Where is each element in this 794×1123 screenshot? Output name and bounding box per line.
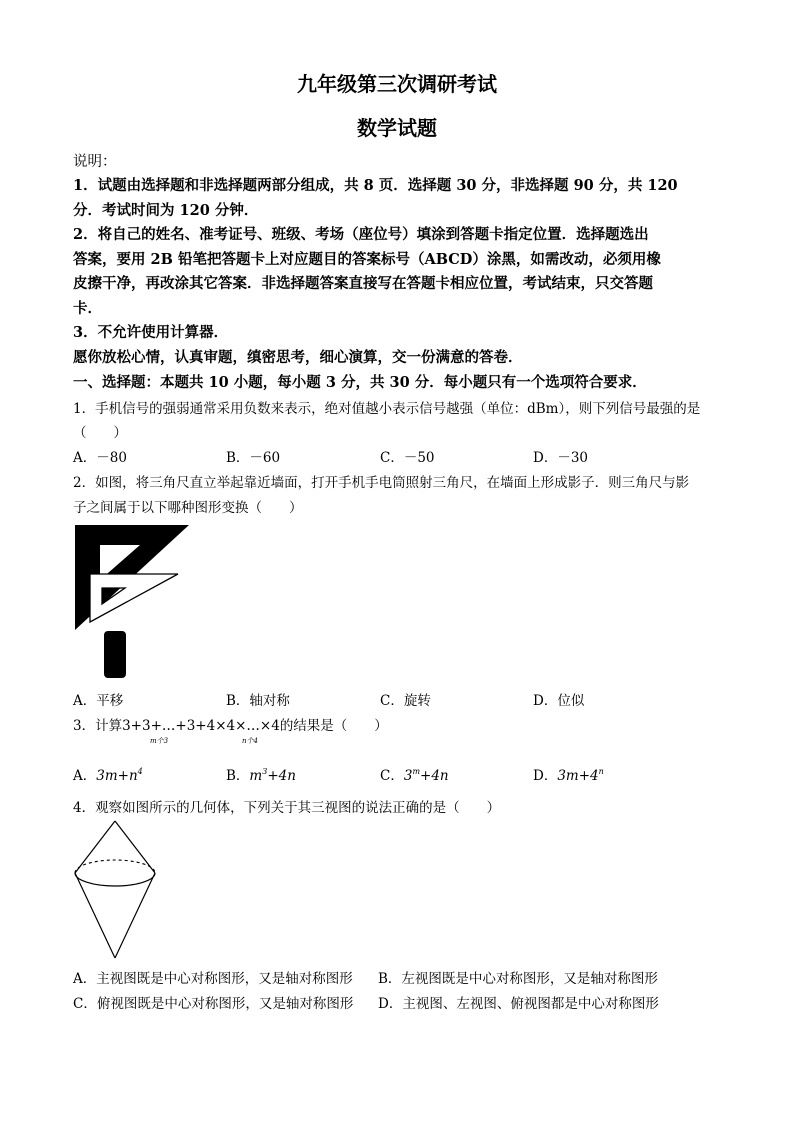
instruction-2-line-4: 卡． [73, 300, 102, 317]
q3-option-d-base: 3m+4 [557, 768, 599, 784]
q3-option-b-exponent: 3 [262, 767, 268, 776]
exam-title: 九年级第三次调研考试 [297, 72, 497, 96]
q3-option-b[interactable] [226, 764, 296, 784]
q3-option-a-label: A． [73, 768, 97, 784]
instruction-1-line-1: 1．试题由选择题和非选择题两部分组成，共 8 页．选择题 30 分，非选择题 90 分，共 120 [73, 177, 678, 194]
instruction-3: 3．不允许使用计算器． [73, 324, 229, 341]
q4-stem: 4．观察如图所示的几何体，下列关于其三视图的说法正确的是（ ） [73, 800, 501, 816]
q3-underbrace-label-1: m个3 [150, 737, 169, 745]
q3-option-b-label: B． [226, 768, 250, 784]
q3-expression-part-1: 3+3+…+3 [122, 718, 196, 734]
flashlight-phone [104, 631, 126, 678]
q2-option-c[interactable]: C．旋转 [380, 693, 431, 709]
q1-option-a[interactable]: A．－80 [73, 450, 127, 466]
q3-option-c-tail: +4n [420, 768, 449, 784]
q3-option-d[interactable] [533, 764, 604, 784]
q3-underbrace-label-2: n个4 [242, 737, 258, 745]
instruction-wish: 愿你放松心情，认真审题，缜密思考，细心演算，交一份满意的答卷． [73, 349, 523, 366]
instruction-1-line-2: 分．考试时间为 120 分钟． [73, 202, 259, 219]
q2-option-a[interactable]: A．平移 [73, 693, 124, 709]
exam-subtitle: 数学试题 [357, 116, 437, 140]
q3-stem [73, 714, 388, 734]
instruction-2-line-1: 2．将自己的姓名、准考证号、班级、考场（座位号）填涂到答题卡指定位置．选择题选出 [73, 226, 649, 243]
q2-stem-line-1: 2．如图，将三角尺直立举起靠近墙面，打开手机手电筒照射三角尺，在墙面上形成影子．则三角尺与影 [73, 475, 690, 491]
q3-option-d-exponent: n [598, 767, 604, 776]
q3-option-b-tail: +4n [267, 768, 296, 784]
q1-stem-line-2: （ ） [73, 425, 127, 441]
instructions-heading: 说明： [73, 154, 117, 170]
q3-prefix: 3．计算 [73, 718, 123, 734]
q2-option-b[interactable]: B．轴对称 [226, 693, 290, 709]
instruction-2-line-3: 皮擦干净，再改涂其它答案．非选择题答案直接写在答题卡相应位置，考试结束，只交答题 [73, 275, 653, 292]
triangle-ruler-shadow-figure [70, 518, 200, 686]
q2-option-d[interactable]: D．位似 [533, 693, 585, 709]
q1-stem-line-1: 1．手机信号的强弱通常采用负数来表示，绝对值越小表示信号越强（单位：dBm），则下列信号最强的是 [73, 401, 701, 417]
q1-option-d[interactable]: D．－30 [533, 450, 589, 466]
q3-suffix: 的结果是（ ） [279, 718, 388, 734]
q3-option-a-exponent: 4 [137, 767, 143, 776]
q4-option-d[interactable]: D．主视图、左视图、俯视图都是中心对称图形 [378, 996, 659, 1012]
instruction-2-line-2: 答案，要用 2B 铅笔把答题卡上对应题目的答案标号（ABCD）涂黑，如需改动，必须用橡 [73, 251, 661, 268]
q4-option-c[interactable]: C．俯视图既是中心对称图形，又是轴对称图形 [73, 996, 354, 1012]
section-1-heading: 一、选择题：本题共 10 小题，每小题 3 分，共 30 分．每小题只有一个选项符合要求． [73, 374, 647, 391]
q1-option-c[interactable]: C．－50 [380, 450, 435, 466]
q1-option-b[interactable]: B．－60 [226, 450, 281, 466]
q3-option-d-label: D． [533, 768, 558, 784]
q3-expression-part-2: +4×4×…×4 [195, 718, 280, 734]
q3-option-a-base: 3m+n [96, 768, 138, 784]
q2-stem-line-2: 子之间属于以下哪种图形变换（ ） [73, 500, 303, 516]
q3-option-b-base: m [249, 768, 263, 784]
q3-option-c-exponent: m [412, 767, 421, 776]
q3-option-c-label: C． [380, 768, 404, 784]
q3-option-a[interactable] [73, 764, 143, 784]
double-cone-figure [70, 818, 160, 963]
q3-option-c-base: 3 [403, 768, 413, 784]
q4-option-b[interactable]: B．左视图既是中心对称图形，又是轴对称图形 [378, 971, 658, 987]
q3-option-c[interactable] [380, 764, 449, 784]
q4-option-a[interactable]: A．主视图既是中心对称图形，又是轴对称图形 [73, 971, 353, 987]
